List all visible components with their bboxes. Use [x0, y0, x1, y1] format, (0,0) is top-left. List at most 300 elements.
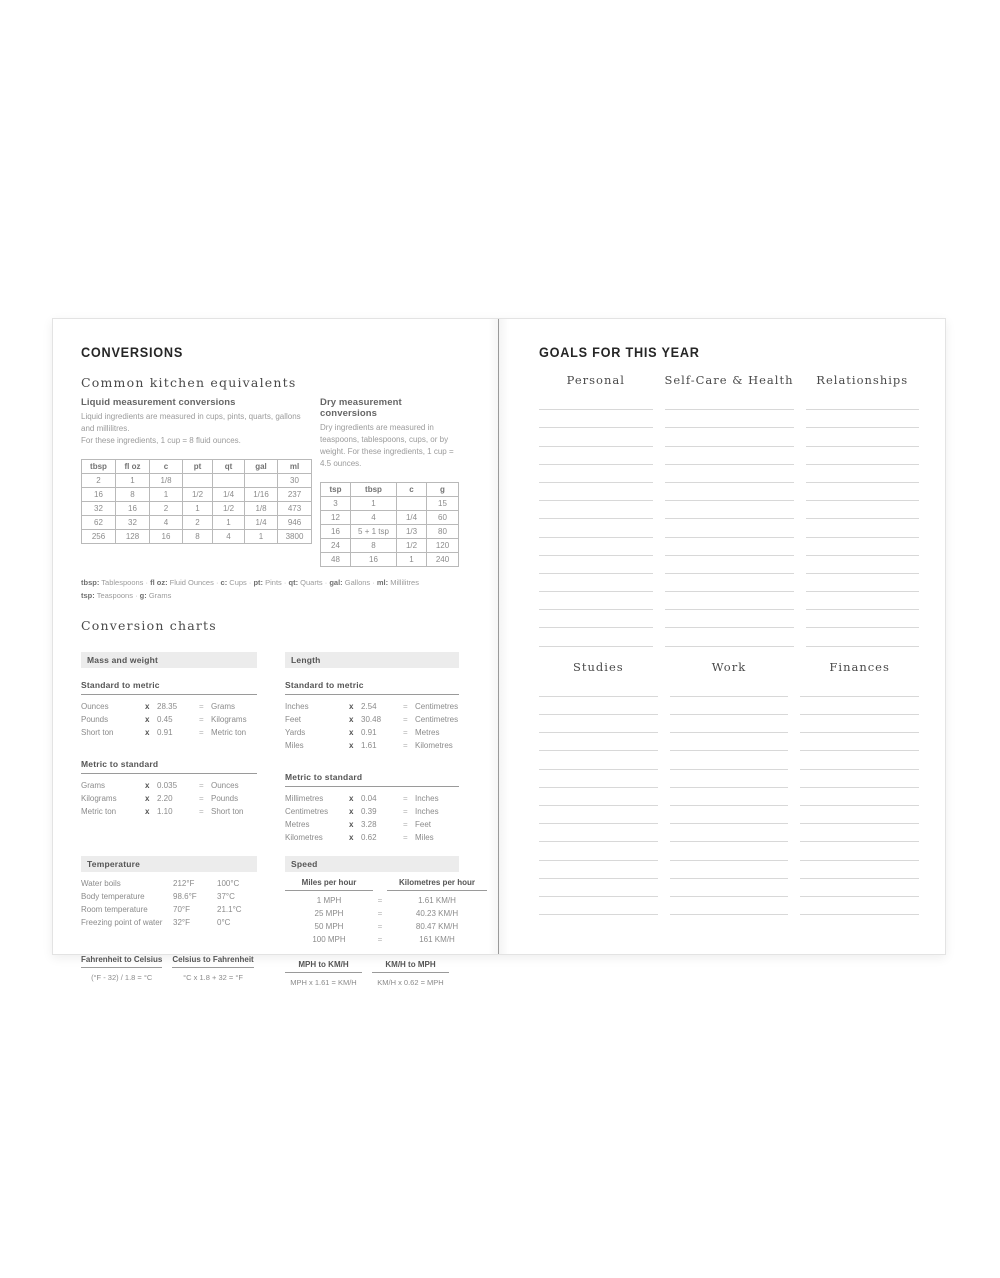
temperature-label: Room temperature: [81, 904, 148, 914]
table-cell: 1/2: [397, 539, 427, 553]
ruled-line: [539, 751, 658, 769]
key-abbr: tbsp:: [81, 578, 100, 587]
formula-heading: Fahrenheit to Celsius: [81, 955, 162, 968]
ruled-line: [670, 824, 789, 842]
dry-heading: Dry measurement conversions: [320, 397, 402, 419]
ruled-line: [670, 679, 789, 697]
temperature-label: Body temperature: [81, 891, 145, 901]
key-abbr: ml:: [376, 578, 389, 587]
ruled-line: [665, 447, 794, 465]
table-cell: 16: [116, 502, 150, 516]
temperature-row: [81, 903, 257, 916]
goal-section: [539, 373, 653, 647]
table-cell: 1: [397, 553, 427, 567]
goals-content: [499, 319, 945, 915]
ruled-line: [539, 770, 658, 788]
temperature-label: Water boils: [81, 878, 121, 888]
factor-value: 28.35: [157, 701, 178, 711]
ruled-line: [800, 770, 919, 788]
kitchen-equivalents-heading: Common kitchen equivalents: [81, 375, 297, 390]
formula-text: (°F - 32) / 1.8 = °C: [91, 972, 153, 982]
ruled-line: [665, 592, 794, 610]
unit-from: Inches: [285, 701, 309, 711]
unit-to: Centimetres: [415, 701, 459, 711]
ruled-line: [539, 447, 653, 465]
multiply-sign: x: [145, 727, 150, 737]
page-goals: [499, 319, 945, 954]
table-head: [82, 460, 312, 474]
key-abbr: pt:: [253, 578, 264, 587]
ruled-line: [665, 483, 794, 501]
multiply-sign: x: [349, 832, 354, 842]
speed-bar: Speed: [285, 856, 459, 872]
equals-sign: =: [377, 895, 383, 905]
equals-sign: =: [403, 701, 408, 711]
table-cell: 120: [427, 539, 459, 553]
temperature-bar: Temperature: [81, 856, 257, 872]
unit-to: Inches: [415, 793, 439, 803]
conversion-row: [285, 831, 459, 844]
table-cell: 16: [82, 488, 116, 502]
goal-section: [665, 373, 794, 647]
ruled-line: [539, 465, 653, 483]
table-cell: 24: [321, 539, 351, 553]
factor-value: 0.04: [361, 793, 377, 803]
temperature-row: [81, 877, 257, 890]
table-head: [321, 483, 459, 497]
table-cell: [213, 474, 245, 488]
conversion-row: [81, 792, 257, 805]
formula-heading: Celsius to Fahrenheit: [172, 955, 253, 968]
description-line: For these ingredients, 1 cup = 8 fluid ounces.: [81, 436, 241, 445]
unit-to: Kilometres: [415, 740, 453, 750]
unit-from: Millimetres: [285, 793, 324, 803]
multiply-sign: x: [145, 701, 150, 711]
conversion-row: [285, 726, 459, 739]
multiply-sign: x: [145, 714, 150, 724]
table-cell: 237: [278, 488, 312, 502]
ruled-line: [539, 574, 653, 592]
table-cell: 1/4: [245, 516, 278, 530]
factor-value: 1.10: [157, 806, 173, 816]
conversion-row: [285, 713, 459, 726]
mph-value: 100 MPH: [312, 934, 346, 944]
unit-from: Yards: [285, 727, 306, 737]
page-title-conversions: CONVERSIONS: [81, 345, 184, 360]
ruled-line: [665, 556, 794, 574]
goal-heading: Finances: [829, 659, 890, 674]
table-cell: 30: [278, 474, 312, 488]
ruled-line: [670, 715, 789, 733]
liquid-description: [81, 411, 312, 447]
table-cell: 1: [116, 474, 150, 488]
table-cell: 4: [150, 516, 183, 530]
formula-text: °C x 1.8 + 32 = °F: [183, 972, 243, 982]
conversion-row: [81, 700, 257, 713]
charts-left-column: [81, 642, 257, 987]
factor-value: 0.45: [157, 714, 173, 724]
temperature-label: Freezing point of water: [81, 917, 163, 927]
ruled-line: [539, 628, 653, 646]
column-header: fl oz: [116, 460, 150, 474]
ruled-line: [806, 483, 920, 501]
mph-value: 25 MPH: [314, 908, 344, 918]
table-cell: 15: [427, 497, 459, 511]
dry-description: [320, 422, 458, 470]
key-abbr: c:: [220, 578, 228, 587]
temperature-rows: [81, 877, 257, 929]
equals-sign: =: [403, 806, 408, 816]
ruled-line: [665, 628, 794, 646]
table-row: [321, 511, 459, 525]
column-header: g: [427, 483, 459, 497]
table-cell: 1/4: [397, 511, 427, 525]
ruled-line: [665, 428, 794, 446]
key-line-1: tbsp: Tablespoons · fl oz: Fluid Ounces · c: Cups · pt: Pints · qt: Quarts · gal: Gallons · ml: Millilitres: [81, 578, 419, 587]
table-cell: 60: [427, 511, 459, 525]
key-separator: ·: [322, 578, 330, 587]
multiply-sign: x: [349, 701, 354, 711]
table-cell: [245, 474, 278, 488]
multiply-sign: x: [349, 819, 354, 829]
mass-weight-bar: Mass and weight: [81, 652, 257, 668]
ruled-line: [806, 501, 920, 519]
speed-col2-header: Kilometres per hour: [387, 878, 487, 891]
ruled-line: [806, 410, 920, 428]
speed-row: [285, 933, 459, 946]
temperature-row: [81, 916, 257, 929]
column-header: tbsp: [82, 460, 116, 474]
multiply-sign: x: [145, 793, 150, 803]
ruled-line: [670, 788, 789, 806]
table-cell: 16: [321, 525, 351, 539]
unit-to: Feet: [415, 819, 432, 829]
ruled-line: [665, 392, 794, 410]
ruled-line: [800, 715, 919, 733]
ruled-line: [539, 879, 658, 897]
table-row: [321, 539, 459, 553]
key-abbr: g:: [139, 590, 147, 600]
speed-header-row: [285, 877, 475, 891]
equals-sign: =: [403, 819, 408, 829]
factor-value: 0.91: [361, 727, 377, 737]
factor-value: 2.54: [361, 701, 377, 711]
goal-heading: Personal: [566, 373, 625, 387]
key-abbr: tsp:: [81, 590, 95, 600]
mass-std-heading: Standard to metric: [81, 680, 257, 695]
equals-sign: =: [199, 793, 204, 803]
ruled-line: [806, 592, 920, 610]
ruled-line: [539, 610, 653, 628]
page-title-goals: GOALS FOR THIS YEAR: [539, 345, 700, 360]
goal-section: [670, 660, 789, 915]
formula-text: KM/H x 0.62 = MPH: [377, 977, 444, 987]
conversion-row: [81, 779, 257, 792]
ruled-line: [800, 861, 919, 879]
table-cell: 62: [82, 516, 116, 530]
table-cell: 2: [82, 474, 116, 488]
column-header: qt: [213, 460, 245, 474]
equals-sign: =: [403, 714, 408, 724]
table-row: [82, 488, 312, 502]
kmh-value: 80.47 KM/H: [415, 921, 459, 931]
factor-value: 30.48: [361, 714, 382, 724]
fahrenheit-value: 70°F: [173, 904, 190, 914]
ruled-line: [539, 806, 658, 824]
celsius-value: 0°C: [217, 917, 231, 927]
speed-row: [285, 894, 459, 907]
equals-sign: =: [199, 727, 204, 737]
table-cell: 16: [351, 553, 397, 567]
ruled-line: [800, 788, 919, 806]
table-cell: 1: [351, 497, 397, 511]
equals-sign: =: [403, 832, 408, 842]
planner-spread: [52, 318, 946, 987]
conversion-row: [81, 713, 257, 726]
multiply-sign: x: [349, 806, 354, 816]
table-cell: 3: [321, 497, 351, 511]
table-cell: 240: [427, 553, 459, 567]
ruled-line: [806, 556, 920, 574]
conversion-row: [285, 805, 459, 818]
ruled-line: [806, 519, 920, 537]
ruled-line: [539, 715, 658, 733]
table-cell: 4: [213, 530, 245, 544]
table-cell: 5 + 1 tsp: [351, 525, 397, 539]
table-header-row: [321, 483, 459, 497]
table-cell: 32: [82, 502, 116, 516]
ruled-line: [665, 465, 794, 483]
factor-value: 0.39: [361, 806, 377, 816]
table-cell: 12: [321, 511, 351, 525]
table-row: [321, 525, 459, 539]
celsius-value: 100°C: [217, 878, 240, 888]
table-cell: 8: [351, 539, 397, 553]
unit-from: Kilometres: [285, 832, 323, 842]
goal-section: [539, 660, 658, 915]
ruled-line: [670, 861, 789, 879]
celsius-value: 21.1°C: [217, 904, 242, 914]
dry-column: [320, 397, 458, 567]
ruled-line: [670, 897, 789, 915]
table-row: [82, 530, 312, 544]
table-cell: 32: [116, 516, 150, 530]
key-separator: ·: [213, 578, 221, 587]
ruled-line: [670, 697, 789, 715]
ruled-line: [670, 751, 789, 769]
formula-block: [172, 955, 253, 982]
unit-to: Miles: [415, 832, 434, 842]
conversion-row: [285, 818, 459, 831]
speed-header-gap: [373, 878, 387, 891]
description-line: Dry ingredients are measured in teaspoons, tablespoons, cups, or by weight. For these ingredients, 1 cup = 4.5 ounces.: [320, 423, 454, 468]
ruled-line: [806, 447, 920, 465]
page-conversions: [53, 319, 499, 987]
kmh-value: 1.61 KM/H: [418, 895, 456, 905]
table-cell: 1: [213, 516, 245, 530]
key-abbr: gal:: [329, 578, 343, 587]
column-header: c: [397, 483, 427, 497]
conversion-row: [81, 726, 257, 739]
ruled-line: [539, 788, 658, 806]
ruled-line: [806, 428, 920, 446]
ruled-line: [665, 410, 794, 428]
ruled-line: [800, 697, 919, 715]
table-body: [321, 497, 459, 567]
key-abbr: fl oz:: [150, 578, 168, 587]
key-abbr: qt:: [288, 578, 299, 587]
table-body: [82, 474, 312, 544]
ruled-line: [539, 392, 653, 410]
liquid-heading: Liquid measurement conversions: [81, 397, 236, 408]
length-std-heading: Standard to metric: [285, 680, 459, 695]
kmh-value: 161 KM/H: [419, 934, 455, 944]
ruled-line: [539, 428, 653, 446]
goal-heading: Studies: [573, 659, 624, 674]
equals-sign: =: [377, 934, 383, 944]
unit-from: Miles: [285, 740, 304, 750]
table-cell: 1: [150, 488, 183, 502]
formula-heading: KM/H to MPH: [372, 960, 449, 973]
ruled-line: [539, 556, 653, 574]
column-header: ml: [278, 460, 312, 474]
table-cell: 2: [183, 516, 213, 530]
conversion-charts-heading: Conversion charts: [81, 617, 217, 633]
ruled-line: [800, 879, 919, 897]
unit-to: Kilograms: [211, 714, 247, 724]
ruled-line: [539, 824, 658, 842]
conversion-row: [81, 805, 257, 818]
length-met-heading: Metric to standard: [285, 772, 459, 787]
column-header: gal: [245, 460, 278, 474]
ruled-line: [665, 574, 794, 592]
ruled-line: [800, 679, 919, 697]
goal-heading: Self-Care & Health: [664, 373, 794, 387]
goal-heading: Work: [711, 659, 747, 674]
column-header: pt: [183, 460, 213, 474]
table-cell: 1/8: [245, 502, 278, 516]
ruled-line: [670, 770, 789, 788]
unit-from: Metres: [285, 819, 310, 829]
unit-from: Centimetres: [285, 806, 329, 816]
multiply-sign: x: [349, 727, 354, 737]
table-cell: 1: [245, 530, 278, 544]
formula-block: [81, 955, 162, 982]
unit-from: Grams: [81, 780, 105, 790]
unit-to: Grams: [211, 701, 235, 711]
ruled-line: [806, 392, 920, 410]
ruled-line: [539, 679, 658, 697]
table-cell: 16: [150, 530, 183, 544]
ruled-line: [800, 806, 919, 824]
ruled-line: [539, 842, 658, 860]
length-std-rows: [285, 700, 459, 752]
equals-sign: =: [403, 740, 408, 750]
multiply-sign: x: [145, 780, 150, 790]
table-cell: 1/2: [183, 488, 213, 502]
description-line: Liquid ingredients are measured in cups, pints, quarts, gallons and millilitres.: [81, 412, 301, 433]
mph-value: 50 MPH: [314, 921, 344, 931]
ruled-line: [665, 501, 794, 519]
multiply-sign: x: [349, 714, 354, 724]
ruled-line: [539, 483, 653, 501]
table-cell: 473: [278, 502, 312, 516]
mass-met-rows: [81, 779, 257, 818]
table-cell: 4: [351, 511, 397, 525]
equals-sign: =: [377, 921, 383, 931]
key-line-2: tsp: Teaspoons · g: Grams: [81, 590, 172, 600]
table-cell: 1/3: [397, 525, 427, 539]
key-separator: ·: [246, 578, 254, 587]
key-separator: ·: [281, 578, 289, 587]
formula-block: [372, 960, 449, 987]
kmh-value: 40.23 KM/H: [415, 908, 459, 918]
goals-grid-row1: [539, 373, 919, 647]
ruled-line: [539, 861, 658, 879]
factor-value: 2.20: [157, 793, 173, 803]
ruled-line: [539, 592, 653, 610]
ruled-line: [665, 519, 794, 537]
ruled-line: [670, 879, 789, 897]
dry-table: [320, 482, 459, 567]
goal-heading: Relationships: [816, 373, 909, 387]
speed-col1-header: Miles per hour: [285, 878, 373, 891]
factor-value: 0.035: [157, 780, 178, 790]
conversion-row: [285, 700, 459, 713]
mph-value: 1 MPH: [316, 895, 342, 905]
ruled-line: [806, 628, 920, 646]
ruled-line: [539, 733, 658, 751]
length-met-rows: [285, 792, 459, 844]
goals-grid-row2: [539, 660, 919, 915]
table-row: [82, 474, 312, 488]
multiply-sign: x: [349, 740, 354, 750]
ruled-line: [800, 824, 919, 842]
unit-to: Ounces: [211, 780, 239, 790]
ruled-line: [806, 538, 920, 556]
key-separator: ·: [143, 578, 151, 587]
table-cell: [397, 497, 427, 511]
goal-section: [806, 373, 920, 647]
ruled-line: [670, 733, 789, 751]
ruled-line: [670, 842, 789, 860]
unit-to: Metres: [415, 727, 440, 737]
formula-heading: MPH to KM/H: [285, 960, 362, 973]
liquid-column: [81, 397, 312, 567]
table-cell: 1/16: [245, 488, 278, 502]
equals-sign: =: [199, 701, 204, 711]
factor-value: 3.28: [361, 819, 377, 829]
length-bar: Length: [285, 652, 459, 668]
table-row: [321, 553, 459, 567]
mass-met-heading: Metric to standard: [81, 759, 257, 774]
multiply-sign: x: [349, 793, 354, 803]
ruled-line: [665, 538, 794, 556]
ruled-line: [806, 610, 920, 628]
kitchen-columns: [81, 397, 456, 567]
table-cell: 3800: [278, 530, 312, 544]
factor-value: 0.62: [361, 832, 377, 842]
equals-sign: =: [403, 793, 408, 803]
abbreviation-key: [81, 577, 471, 603]
table-cell: 946: [278, 516, 312, 530]
key-separator: ·: [132, 590, 140, 600]
table-cell: 128: [116, 530, 150, 544]
unit-from: Ounces: [81, 701, 109, 711]
unit-from: Kilograms: [81, 793, 117, 803]
conversion-row: [285, 739, 459, 752]
table-row: [321, 497, 459, 511]
